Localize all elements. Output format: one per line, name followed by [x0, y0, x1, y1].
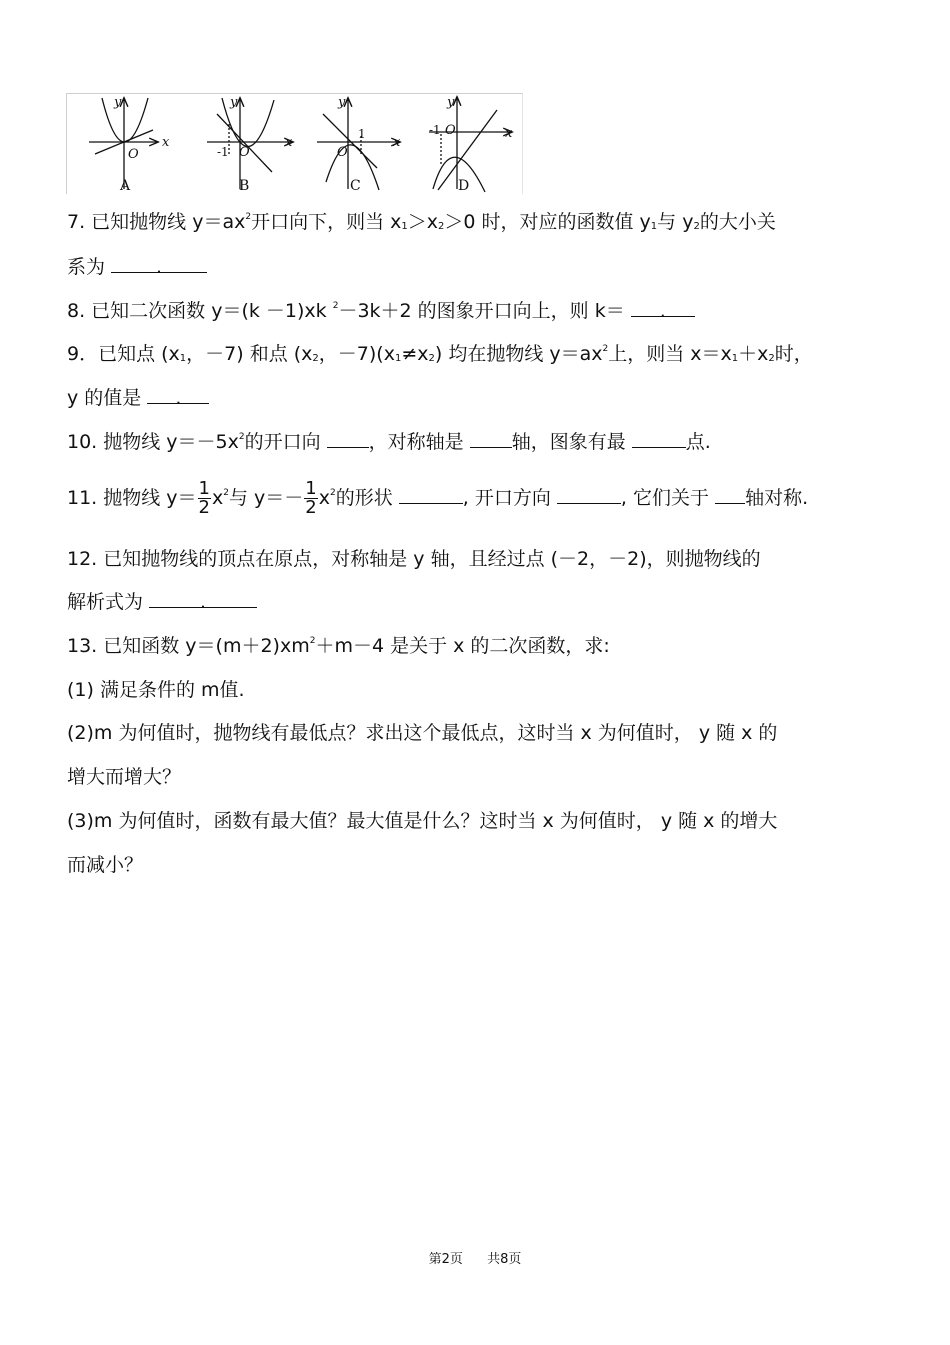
graph-a [89, 98, 157, 189]
question-9-answer-line: y 的值是 . [67, 385, 209, 411]
graph-d [429, 98, 511, 192]
page-footer [0, 1248, 950, 1267]
question-13-part-2: (2)m 为何值时，抛物线有最低点？求出这个最低点，这时当 x 为何值时， y 随 x 的 [67, 722, 778, 744]
page-number: 第2页 [428, 1252, 463, 1267]
answer-blank-q11-shape[interactable] [399, 485, 463, 504]
graph-c-origin-label: O [337, 145, 348, 160]
page-total: 共8页 [487, 1252, 522, 1267]
question-7-answer-line: 系为 . [67, 254, 207, 280]
question-13: 13. 已知函数 $y=(m+2)xm^2+m-4$ 是关于 x 的二次函数，求: [67, 635, 610, 657]
graph-a-y-label: y [114, 95, 122, 110]
question-12-answer-line: 解析式为 . [67, 589, 257, 615]
graph-c-y-label: y [338, 95, 346, 110]
question-8: 8. 已知二次函数 y＝(k －1)xk $^2$－3k＋2 的图象开口向上，则 k＝ . [67, 298, 695, 324]
answer-blank-q12[interactable]: . [149, 589, 257, 608]
option-d-label: D [458, 178, 470, 194]
answer-blank-q8[interactable]: . [631, 298, 695, 317]
answer-blank-q10-axis[interactable] [470, 429, 512, 448]
graph-b-y-label: y [230, 95, 238, 110]
graph-c-x-label: x [393, 135, 401, 150]
graph-options-svg [67, 94, 522, 194]
graph-d-tick-label: -1 [429, 123, 441, 137]
graph-c [317, 99, 399, 190]
question-9: 9．已知点 ($x_1$，－7) 和点 ($x_2$，$-7)(x_1\ne x_2)$ 均在抛物线 $y=ax^2$上，则当 $x=x_1+x_2$时， [67, 343, 813, 365]
question-13-part-2-continued: 增大而增大？ [67, 766, 182, 788]
graph-d-x-label: x [505, 126, 513, 141]
answer-blank-q9[interactable]: . [147, 385, 209, 404]
option-b-label: B [239, 178, 250, 194]
question-13-part-1: (1) 满足条件的 m值. [67, 679, 245, 701]
answer-blank-q10-extreme[interactable] [632, 429, 686, 448]
question-12: 12. 已知抛物线的顶点在原点，对称轴是 y 轴，且经过点 (－2，－2)，则抛物线的 [67, 548, 761, 570]
graph-options-figure [66, 93, 523, 194]
question-7: 7. 已知抛物线 $y=ax^2$开口向下，则当 $x_1>x_2>0$ 时，对应的函数值 $y_1$与 $y_2$的大小关 [67, 211, 776, 233]
graph-d-y-label: y [447, 95, 455, 110]
graph-a-x-label: x [162, 135, 170, 150]
answer-blank-q7[interactable]: . [111, 254, 207, 273]
graph-d-origin-label: O [445, 123, 456, 138]
fraction-one-half-negative: $\frac{1}{2}$ [305, 478, 317, 518]
question-13-part-3: (3)m 为何值时，函数有最大值？最大值是什么？这时当 x 为何值时， y 随 x 的增大 [67, 810, 778, 832]
option-c-label: C [350, 178, 361, 194]
question-10: 10. 抛物线 $y=-5x^2$的开口向 ，对称轴是 轴，图象有最 点. [67, 431, 711, 453]
graph-b-x-label: x [285, 135, 293, 150]
graph-a-origin-label: O [128, 147, 139, 162]
fraction-one-half: $\frac{1}{2}$ [198, 478, 210, 518]
graph-b [207, 98, 292, 189]
graph-c-tick-label: 1 [358, 127, 366, 141]
graph-b-origin-label: O [239, 145, 250, 160]
option-a-label: A [120, 178, 131, 194]
graph-b-tick-label: -1 [217, 145, 229, 159]
answer-blank-q11-direction[interactable] [557, 485, 621, 504]
answer-blank-q11-axis[interactable] [715, 485, 745, 504]
answer-blank-q10-direction[interactable] [327, 429, 369, 448]
question-13-part-3-continued: 而减小？ [67, 854, 144, 876]
question-11: 11. 抛物线 y＝ $\frac{1}{2}$ $x^2$与 y＝－ $\frac{1}{2}$ $x^2$的形状 , 开口方向 , 它们关于 轴对称. [67, 478, 809, 518]
